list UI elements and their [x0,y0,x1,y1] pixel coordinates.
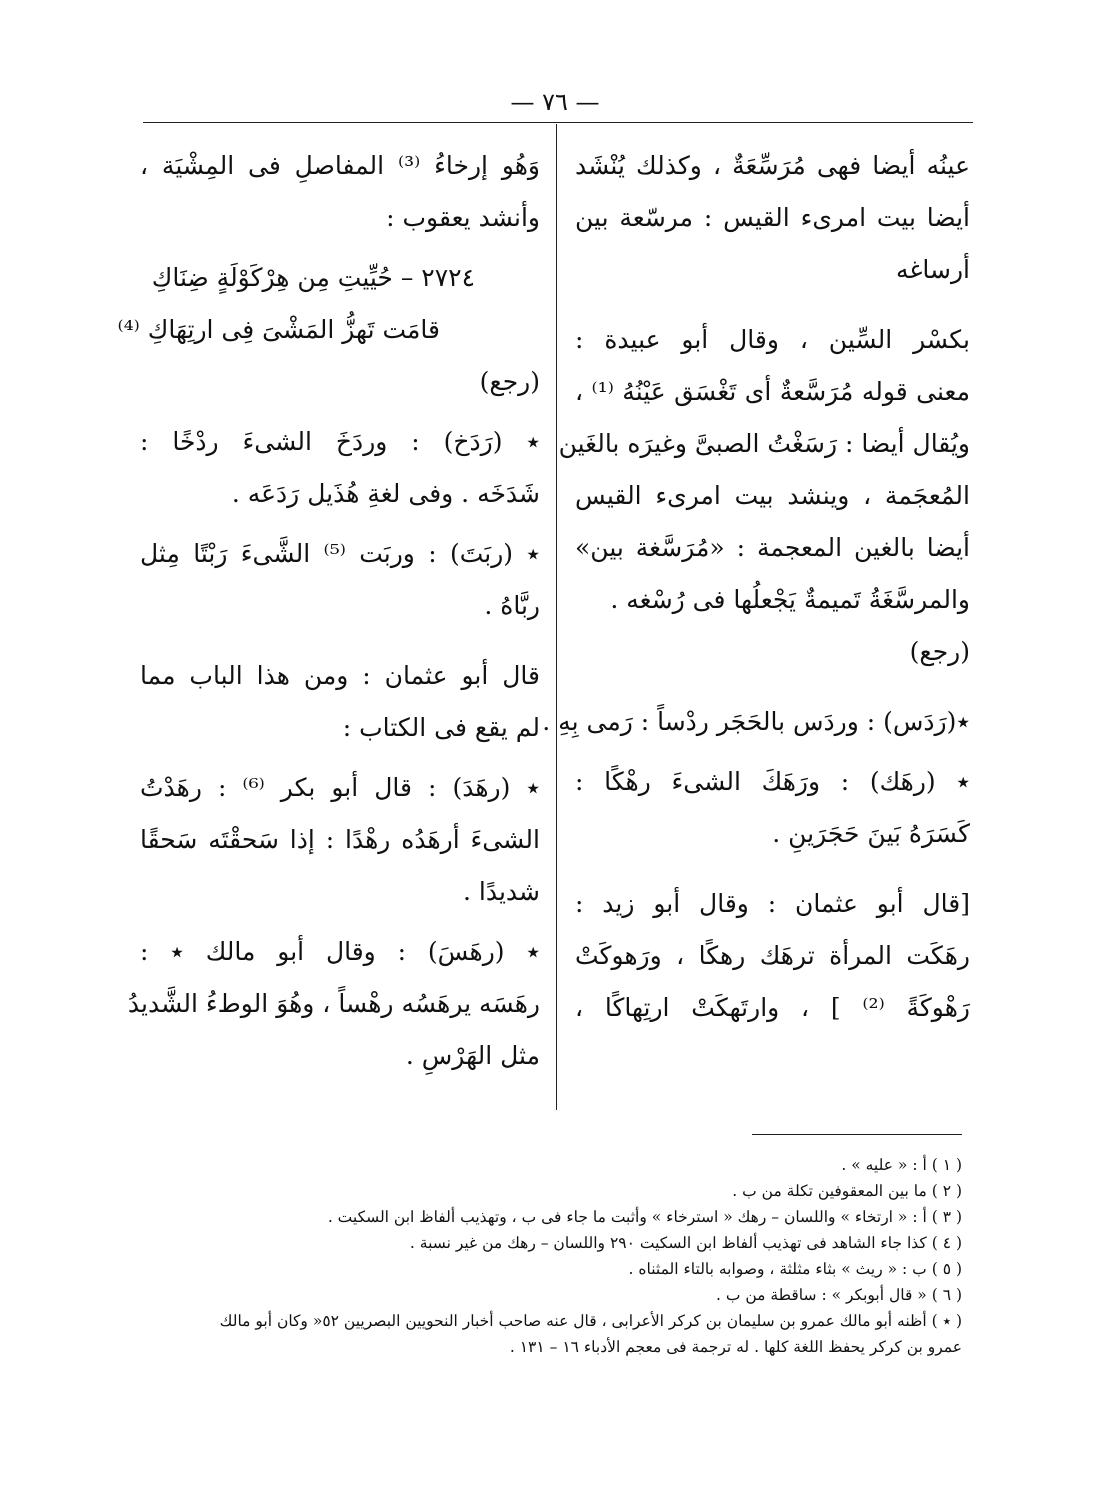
entry-gap [140,918,540,926]
footnotes [140,1152,962,1360]
text-line: عينُه أيضا فهى مُرَسِّعَةٌ ، وكذلك يُنْشَد [575,151,970,180]
text-line: [قال أبو عثمان : وقال أبو زيد : [575,889,970,918]
text-line: أيضا بيت امرىء القيس : مرسّعة بين [575,203,970,232]
footnote: ( ٭ ) أظنه أبو مالك عمرو بن سليمان بن كركر الأعرابى ، قال عنه صاحب أخبار النحويين البصريين ٥٢« وكان أبو مالك [219,1312,962,1330]
text-line: أرساغه [895,255,970,284]
text-line: وَهُو إرخاءُ ⁽³⁾ المفاصلِ فى المِشْيَة ، [140,151,540,180]
text-line: ٭(رَدَس) : وردَس بالحَجَر ردْساً : رَمى بِهِ . [542,707,970,736]
paragraph-gap [575,296,970,314]
paragraph-gap [140,632,540,650]
text-line: (رجع) [479,367,540,396]
verse-line: ٢٧٢٤ – حُيِّيتِ مِن هِرْكَوْلَةٍ ضِنَاكِ [151,263,475,292]
text-line: ويُقال أيضا : رَسَغْتُ الصبىَّ وغيرَه بالغَين [558,429,970,458]
text-line: أيضا بالغين المعجمة : «مُرَسَّغة بين» [575,533,970,562]
text-line: شديدًا . [463,877,540,906]
paragraph-gap [575,678,970,696]
entry-gap [575,748,970,756]
text-line: معنى قوله مُرَسَّعةٌ أى تَغْسَق عَيْنُهُ ⁽¹⁾ ، [575,377,970,406]
entry-gap [140,520,540,528]
text-line: (رجع) [909,637,970,666]
text-line: رهَكَت المرأة ترهَك رهكًا ، ورَهوكَتْ [575,941,970,970]
text-line: رَهْوكَةً ⁽²⁾ ] ، وارتَهكَتْ ارتِهاكًا ، [575,993,970,1022]
header-rule [143,122,973,123]
column-divider [556,124,557,1110]
text-line: شَدَخَه . وفى لغةِ هُذَيل رَدَعَه . [231,479,540,508]
footnote: ( ٣ ) أ : « ارتخاء » واللسان – رهك « استرخاء » وأثبت ما جاء فى ب ، وتهذيب ألفاظ ابن السكيت . [327,1208,962,1226]
text-line: ربَّاهُ . [484,591,540,620]
text-line: والمرسَّغَةُ تَميمةٌ يَجْعلُها فى رُسْغه . [610,585,970,614]
text-line: وأنشد يعقوب : [386,203,540,232]
text-line: ٭ (ربَتَ) : وربَت ⁽⁵⁾ الشَّىءَ رَبْتًا مِثل [140,539,541,568]
text-line: لم يقع فى الكتاب : [342,713,540,742]
footnote: عمرو بن كركر يحفظ اللغة كلها . له ترجمة فى معجم الأدباء ١٦ – ١٣١ . [509,1338,962,1356]
entry-gap [140,754,540,762]
right-column [542,140,970,1034]
entry-gap [140,244,540,252]
left-column [117,140,541,1082]
text-line: ٭ (رَدَخ) : وردَخَ الشىءَ ردْخًا : [140,427,540,456]
paragraph-gap [575,860,970,878]
text-line: ٭ (رهَدَ) : قال أبو بكر ⁽⁶⁾ : رهَدْتُ [140,773,540,802]
text-line: قال أبو عثمان : ومن هذا الباب مما [140,661,540,690]
text-line: ٭ (رهَك) : ورَهَكَ الشىءَ رهْكًا : [575,767,970,796]
footnote: ( ٢ ) ما بين المعقوفين تكلة من ب . [732,1182,962,1200]
text-line: الشىءَ أرهَدُه رهْدًا : إذا سَحقْتَه سَحقًا [140,825,540,854]
text-line: بكسْر السِّين ، وقال أبو عبيدة : [575,325,970,354]
verse-line: قامَت تَهزُّ المَشْىَ فِى ارتِهَاكِ ⁽⁴⁾ [117,315,440,344]
footnote: ( ٥ ) ب : « ريث » بثاء مثلثة ، وصوابه بالتاء المثناه . [628,1260,962,1278]
page-number: — ٧٦ — [510,88,600,116]
text-line: رهَسَه يرهَسُه رهْساً ، وهُوَ الوطءُ الشَّديدُ [127,989,540,1018]
footnote: ( ١ ) أ : « عليه » . [841,1156,962,1174]
text-line: ٭ (رهَسَ) : وقال أبو مالك ٭ : [140,937,540,966]
text-line: كَسَرَهُ بَينَ حَجَرَينِ . [772,819,970,848]
footnote: ( ٤ ) كذا جاء الشاهد فى تهذيب ألفاظ ابن السكيت ٢٩٠ واللسان – رهك من غير نسبة . [409,1234,962,1252]
text-line: مثل الهَرْسِ . [405,1041,540,1070]
footnote: ( ٦ ) « قال أبوبكر » : ساقطة من ب . [715,1286,962,1304]
entry-gap [140,408,540,416]
footnote-rule [752,1134,962,1135]
text-line: المُعجَمة ، وينشد بيت امرىء القيس [575,481,970,510]
